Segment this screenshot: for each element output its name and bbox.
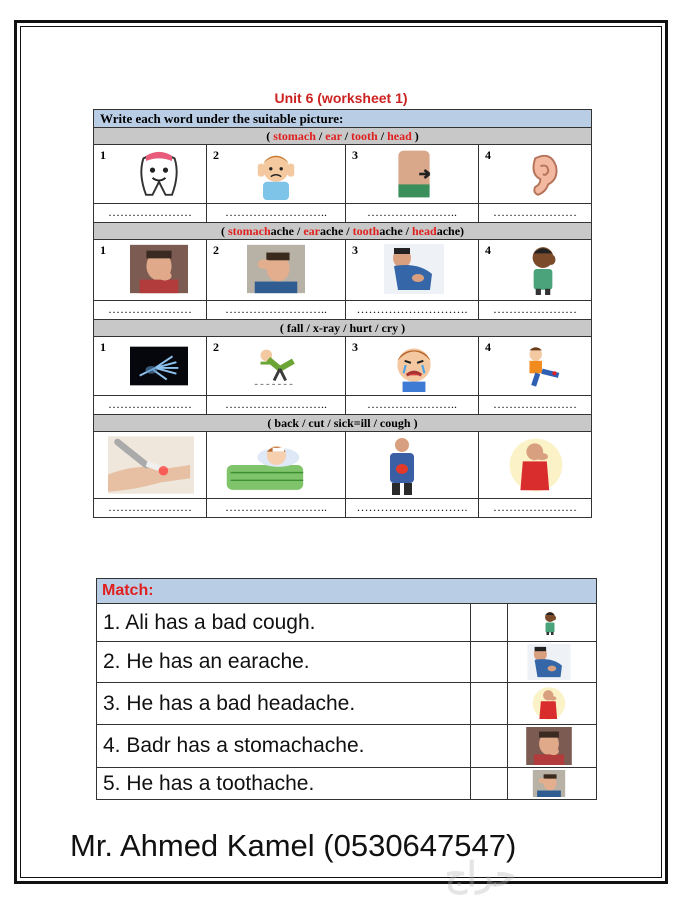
- picture-number: 2: [213, 243, 219, 257]
- boy-earache-icon: [517, 243, 569, 299]
- word-bank-part: ( back / cut / sick=ill / cough ): [267, 416, 418, 430]
- word-bank-part: ache): [436, 224, 465, 238]
- match-sentence: 4. Badr has a stomachache.: [97, 725, 471, 768]
- match-row: [97, 604, 597, 642]
- answer-blank[interactable]: …………………..: [346, 396, 479, 415]
- match-answer-box[interactable]: [471, 642, 508, 683]
- picture-number: 2: [213, 148, 219, 162]
- word-bank-part: stomach: [227, 224, 271, 238]
- match-picture-cell: [508, 683, 597, 725]
- answer-blank[interactable]: ……………………..: [207, 396, 346, 415]
- instruction-line: Write each word under the suitable picture:: [94, 110, 592, 128]
- match-picture-cell: [508, 642, 597, 683]
- picture-cell: [207, 145, 346, 204]
- picture-cell: [207, 432, 346, 499]
- answer-blank[interactable]: …………………: [479, 396, 592, 415]
- picture-number: 3: [352, 340, 358, 354]
- picture-cell: [94, 337, 207, 396]
- word-bank-part: ear: [325, 129, 342, 143]
- match-sentence: 5. He has a toothache.: [97, 768, 471, 800]
- word-bank-part: ache /: [319, 224, 353, 238]
- cut-finger-icon: [108, 435, 194, 499]
- picture-number: 4: [485, 243, 491, 257]
- answer-blank[interactable]: ……………………….: [346, 301, 479, 320]
- word-bank-3: [94, 320, 592, 337]
- answer-blank[interactable]: ……………………..: [207, 204, 346, 223]
- match-sentence: 1. Ali has a bad cough.: [97, 604, 471, 642]
- picture-cell: [94, 240, 207, 301]
- answer-blank[interactable]: …………………..: [346, 204, 479, 223]
- vocabulary-worksheet-table: [93, 109, 592, 518]
- picture-cell: [207, 240, 346, 301]
- word-bank-part: ear: [303, 224, 320, 238]
- man-headache-icon: [526, 770, 572, 802]
- match-answer-box[interactable]: [471, 725, 508, 768]
- word-bank-2: [94, 223, 592, 240]
- picture-cell: [346, 240, 479, 301]
- word-bank-part: ache /: [379, 224, 412, 238]
- answer-blank[interactable]: ……………………….: [346, 499, 479, 518]
- word-bank-part: head: [387, 129, 412, 143]
- word-bank-part: /: [377, 129, 388, 143]
- man-toothache-icon: [130, 243, 188, 299]
- answer-blank[interactable]: …………………: [94, 301, 207, 320]
- watermark: حراج: [445, 856, 517, 894]
- worksheet-title: Unit 6 (worksheet 1): [274, 90, 408, 106]
- match-picture-cell: [508, 604, 597, 642]
- match-sentence: 2. He has an earache.: [97, 642, 471, 683]
- word-bank-part: ( fall / x-ray / hurt / cry ): [279, 321, 406, 335]
- picture-number: 4: [485, 148, 491, 162]
- match-row: [97, 683, 597, 725]
- word-bank-part: /: [341, 129, 352, 143]
- answer-blank[interactable]: …………………: [479, 204, 592, 223]
- picture-cell: [346, 145, 479, 204]
- match-picture-cell: [508, 725, 597, 768]
- word-bank-part: /: [315, 129, 326, 143]
- word-bank-part: stomach: [273, 129, 316, 143]
- answer-blank[interactable]: …………………: [94, 204, 207, 223]
- picture-number: 1: [100, 340, 106, 354]
- picture-number: 4: [485, 340, 491, 354]
- ear-icon: [517, 148, 569, 204]
- match-header: Match:: [97, 579, 597, 604]
- match-sentence: 3. He has a bad headache.: [97, 683, 471, 725]
- coughing-man-icon: [526, 685, 572, 727]
- stomach-icon: [384, 148, 444, 204]
- tooth-icon: [130, 148, 188, 204]
- sick-boy-bed-icon: [221, 435, 307, 499]
- teacher-credit: Mr. Ahmed Kamel (0530647547): [70, 828, 517, 863]
- picture-number: 1: [100, 148, 106, 162]
- answer-blank[interactable]: …………………: [479, 301, 592, 320]
- picture-cell: [479, 432, 592, 499]
- match-answer-box[interactable]: [471, 683, 508, 725]
- man-stomachache-icon: [384, 243, 444, 299]
- picture-cell: [94, 432, 207, 499]
- picture-number: 3: [352, 148, 358, 162]
- picture-cell: [207, 337, 346, 396]
- xray-hand-icon: [130, 340, 188, 396]
- answer-blank[interactable]: …………………: [94, 499, 207, 518]
- match-picture-cell: [508, 768, 597, 800]
- boy-ears-icon: [247, 148, 305, 204]
- back-pain-icon: [360, 435, 446, 499]
- word-bank-part: tooth: [351, 129, 378, 143]
- match-answer-box[interactable]: [471, 768, 508, 800]
- word-bank-1: [94, 128, 592, 145]
- picture-number: 3: [352, 243, 358, 257]
- match-row: [97, 768, 597, 800]
- hurt-child-icon: [517, 340, 569, 396]
- word-bank-part: ): [411, 129, 419, 143]
- man-toothache-icon: [526, 727, 572, 770]
- coughing-man-icon: [493, 435, 579, 499]
- word-bank-part: head: [412, 224, 437, 238]
- word-bank-part: ache /: [270, 224, 304, 238]
- answer-blank[interactable]: ……………………..: [207, 499, 346, 518]
- picture-cell: [346, 337, 479, 396]
- match-answer-box[interactable]: [471, 604, 508, 642]
- word-bank-part: (: [220, 224, 228, 238]
- answer-blank[interactable]: …………………: [479, 499, 592, 518]
- crying-boy-icon: [384, 340, 444, 396]
- picture-cell: [479, 145, 592, 204]
- word-bank-part: tooth: [352, 224, 380, 238]
- answer-blank[interactable]: ……………………..: [207, 301, 346, 320]
- word-bank-4: [94, 415, 592, 432]
- man-headache-icon: [247, 243, 305, 299]
- word-bank-part: (: [266, 129, 274, 143]
- picture-number: 1: [100, 243, 106, 257]
- man-stomachache-icon: [526, 644, 572, 685]
- picture-cell: [479, 240, 592, 301]
- match-row: [97, 642, 597, 683]
- match-table: [96, 578, 597, 800]
- falling-man-icon: [247, 340, 305, 396]
- picture-cell: [479, 337, 592, 396]
- match-row: [97, 725, 597, 768]
- picture-cell: [94, 145, 207, 204]
- boy-earache-icon: [540, 606, 560, 644]
- picture-cell: [346, 432, 479, 499]
- answer-blank[interactable]: …………………: [94, 396, 207, 415]
- picture-number: 2: [213, 340, 219, 354]
